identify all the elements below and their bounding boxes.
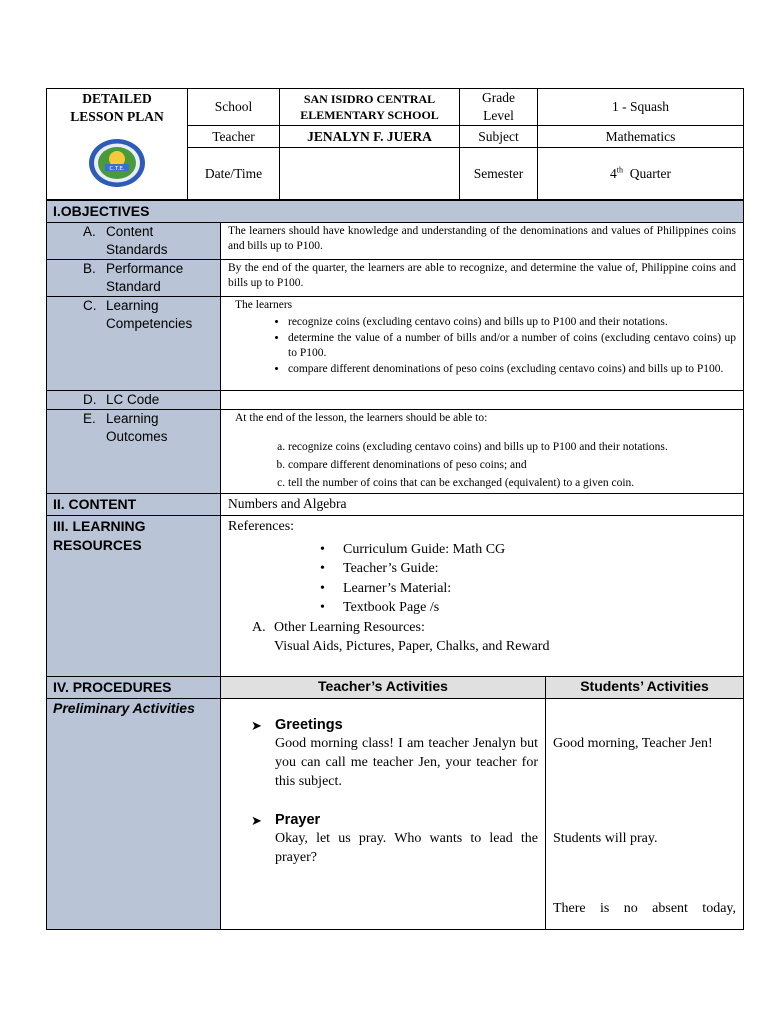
- grade-level-value: 1 - Squash: [538, 89, 744, 126]
- content-standards-text: The learners should have knowledge and understanding of the denominations and values of Philippines coins and bills up to P100.: [221, 222, 744, 259]
- prayer-teacher-text: Okay, let us pray. Who wants to lead the prayer?: [275, 831, 538, 866]
- list-item: • determine the value of a number of bills and/or a number of coins (excluding centavo coins) up to P100.: [288, 331, 736, 362]
- prayer-student-text: Students will pray.: [553, 831, 658, 847]
- school-value: SAN ISIDRO CENTRAL ELEMENTARY SCHOOL: [280, 89, 460, 126]
- lesson-plan-title: DETAILED LESSON PLAN: [70, 91, 164, 125]
- subject-label: Subject: [460, 126, 538, 148]
- students-activities-header: Students’ Activities: [546, 676, 744, 698]
- arrow-bullet-icon: ➤: [251, 717, 262, 733]
- school-logo: [87, 138, 147, 188]
- learning-competencies-text: [221, 296, 744, 390]
- objectives-heading: I.OBJECTIVES: [47, 201, 744, 223]
- preliminary-activities-label: Preliminary Activities: [53, 699, 195, 716]
- competencies-intro: The learners: [235, 298, 293, 311]
- greetings-teacher-text: Good morning class! I am teacher Jenalyn but you can call me teacher Jen, your teacher for this subject.: [275, 736, 538, 789]
- greetings-student-text: Good morning, Teacher Jen!: [553, 735, 713, 751]
- lesson-plan-table: [46, 200, 744, 930]
- greetings-heading: ➤ Greetings: [251, 716, 343, 733]
- attendance-student-text: There is no absent today,: [553, 901, 737, 917]
- teacher-label: Teacher: [188, 126, 280, 148]
- learning-outcomes-label: E. Learning Outcomes: [47, 409, 221, 493]
- learning-resources-body: [221, 515, 744, 676]
- logo-text: C.T.E.: [109, 166, 125, 173]
- other-resources: A. Other Learning Resources: Visual Aids, Pictures, Paper, Chalks, and Reward: [252, 619, 550, 654]
- list-item: • recognize coins (excluding centavo coins) and bills up to P100 and their notations.: [288, 315, 736, 331]
- title-cell: [47, 89, 188, 200]
- list-item: • Curriculum Guide: Math CG: [320, 540, 736, 560]
- students-activities-body: [546, 698, 744, 929]
- outcomes-intro: At the end of the lesson, the learners should be able to:: [235, 411, 488, 424]
- content-standards-label: A. Content Standards: [47, 222, 221, 259]
- learning-outcomes-text: [221, 409, 744, 493]
- list-item: • compare different denominations of peso coins (excluding centavo coins) and bills up to P100.: [288, 362, 736, 378]
- procedures-heading: IV. PROCEDURES: [47, 676, 221, 698]
- header-table: [46, 88, 744, 200]
- prayer-heading: ➤ Prayer: [251, 811, 321, 828]
- references-label: References:: [228, 518, 295, 534]
- grade-level-label: Grade Level: [460, 89, 538, 126]
- performance-standard-label: B. Performance Standard: [47, 259, 221, 296]
- lc-code-label: D. LC Code: [47, 390, 221, 409]
- teacher-activities-body: [221, 698, 546, 929]
- teacher-activities-header: Teacher’s Activities: [221, 676, 546, 698]
- list-item: b. compare different denominations of peso coins; and: [288, 458, 736, 474]
- content-heading: II. CONTENT: [47, 493, 221, 515]
- learning-resources-heading: III. LEARNING RESOURCES: [47, 515, 221, 676]
- list-item: a. recognize coins (excluding centavo coins) and bills up to P100 and their notations.: [288, 440, 736, 456]
- preliminary-activities-cell: [47, 698, 221, 929]
- other-resources-value: Visual Aids, Pictures, Paper, Chalks, and Reward: [274, 639, 550, 654]
- list-item: • Learner’s Material:: [320, 579, 736, 599]
- semester-value: 4th Quarter: [538, 148, 744, 200]
- list-item: • Teacher’s Guide:: [320, 559, 736, 579]
- lc-code-value: [221, 390, 744, 409]
- datetime-value: [280, 148, 460, 200]
- school-label: School: [188, 89, 280, 126]
- list-item: • Textbook Page /s: [320, 598, 736, 618]
- datetime-label: Date/Time: [188, 148, 280, 200]
- learning-competencies-label: C. Learning Competencies: [47, 296, 221, 390]
- list-item: c. tell the number of coins that can be exchanged (equivalent) to a given coin.: [288, 476, 736, 492]
- teacher-value: JENALYN F. JUERA: [280, 126, 460, 148]
- content-value: Numbers and Algebra: [221, 493, 744, 515]
- references-list: [228, 540, 736, 618]
- semester-label: Semester: [460, 148, 538, 200]
- subject-value: Mathematics: [538, 126, 744, 148]
- competencies-list: [228, 315, 736, 377]
- performance-standard-text: By the end of the quarter, the learners are able to recognize, and determine the value of, Philippine coins and bills up to P100.: [221, 259, 744, 296]
- outcomes-list: [228, 440, 736, 492]
- arrow-bullet-icon: ➤: [251, 812, 262, 828]
